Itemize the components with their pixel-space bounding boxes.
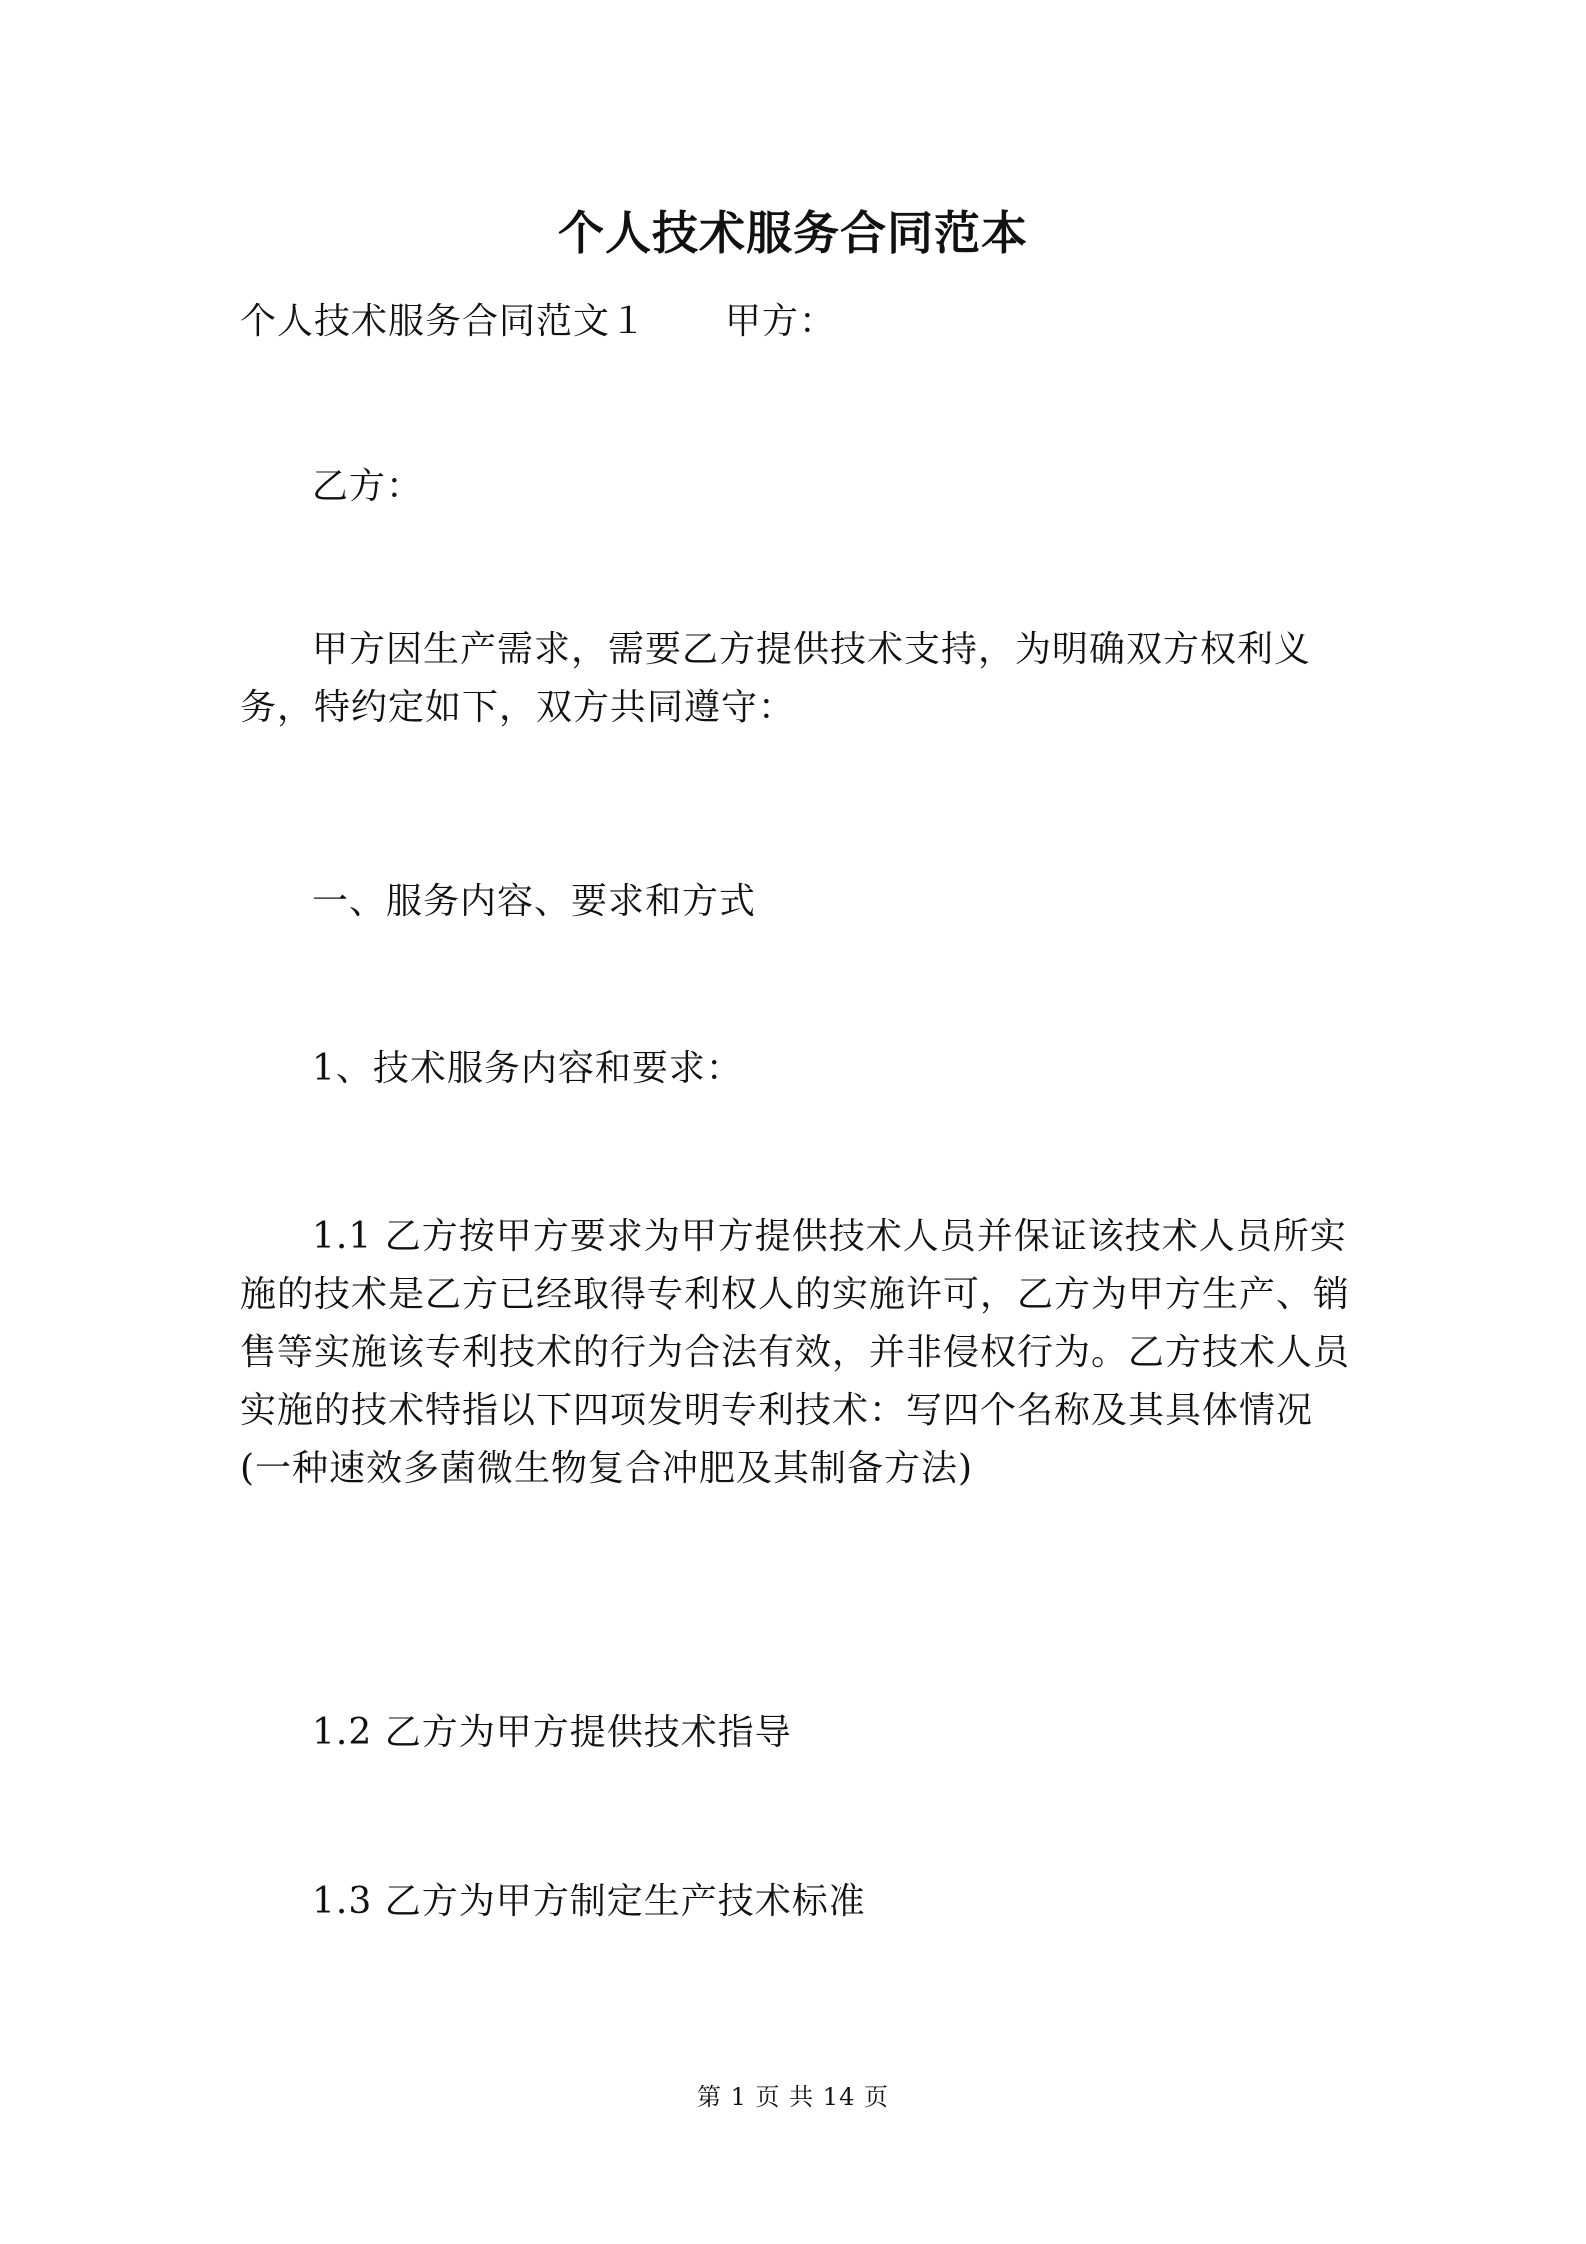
party-b-label: 乙方： — [312, 466, 424, 507]
paragraph-preamble: 甲方因生产需求，需要乙方提供技术支持，为明确双方权利义务，特约定如下，双方共同遵守： — [240, 629, 1312, 728]
clause-1-1: 1.1 乙方按甲方要求为甲方提供技术人员并保证该技术人员所实施的技术是乙方已经取得专利权人的实施许可，乙方为甲方生产、销售等实施该专利技术的行为合法有效，并非侵权行为。乙方技术人员实施的技术特指以下四项发明专利技术：写四个名称及其具体情况(一种速效多菌微生物复合冲肥及其制备方法) — [240, 1216, 1351, 1489]
document-title: 个人技术服务合同范本 — [558, 206, 1028, 260]
clause-1-2: 1.2 乙方为甲方提供技术指导 — [312, 1712, 792, 1753]
page-footer: 第 1 页 共 14 页 — [697, 2083, 889, 2111]
intro-line — [240, 293, 1360, 351]
section-heading-service: 一、服务内容、要求和方式 — [312, 881, 757, 922]
party-a-label: 甲方： — [725, 301, 837, 342]
intro-heading: 个人技术服务合同范文１ — [240, 301, 648, 342]
subsection-heading-content: 1、技术服务内容和要求： — [312, 1048, 743, 1089]
clause-1-3: 1.3 乙方为甲方制定生产技术标准 — [312, 1881, 866, 1922]
